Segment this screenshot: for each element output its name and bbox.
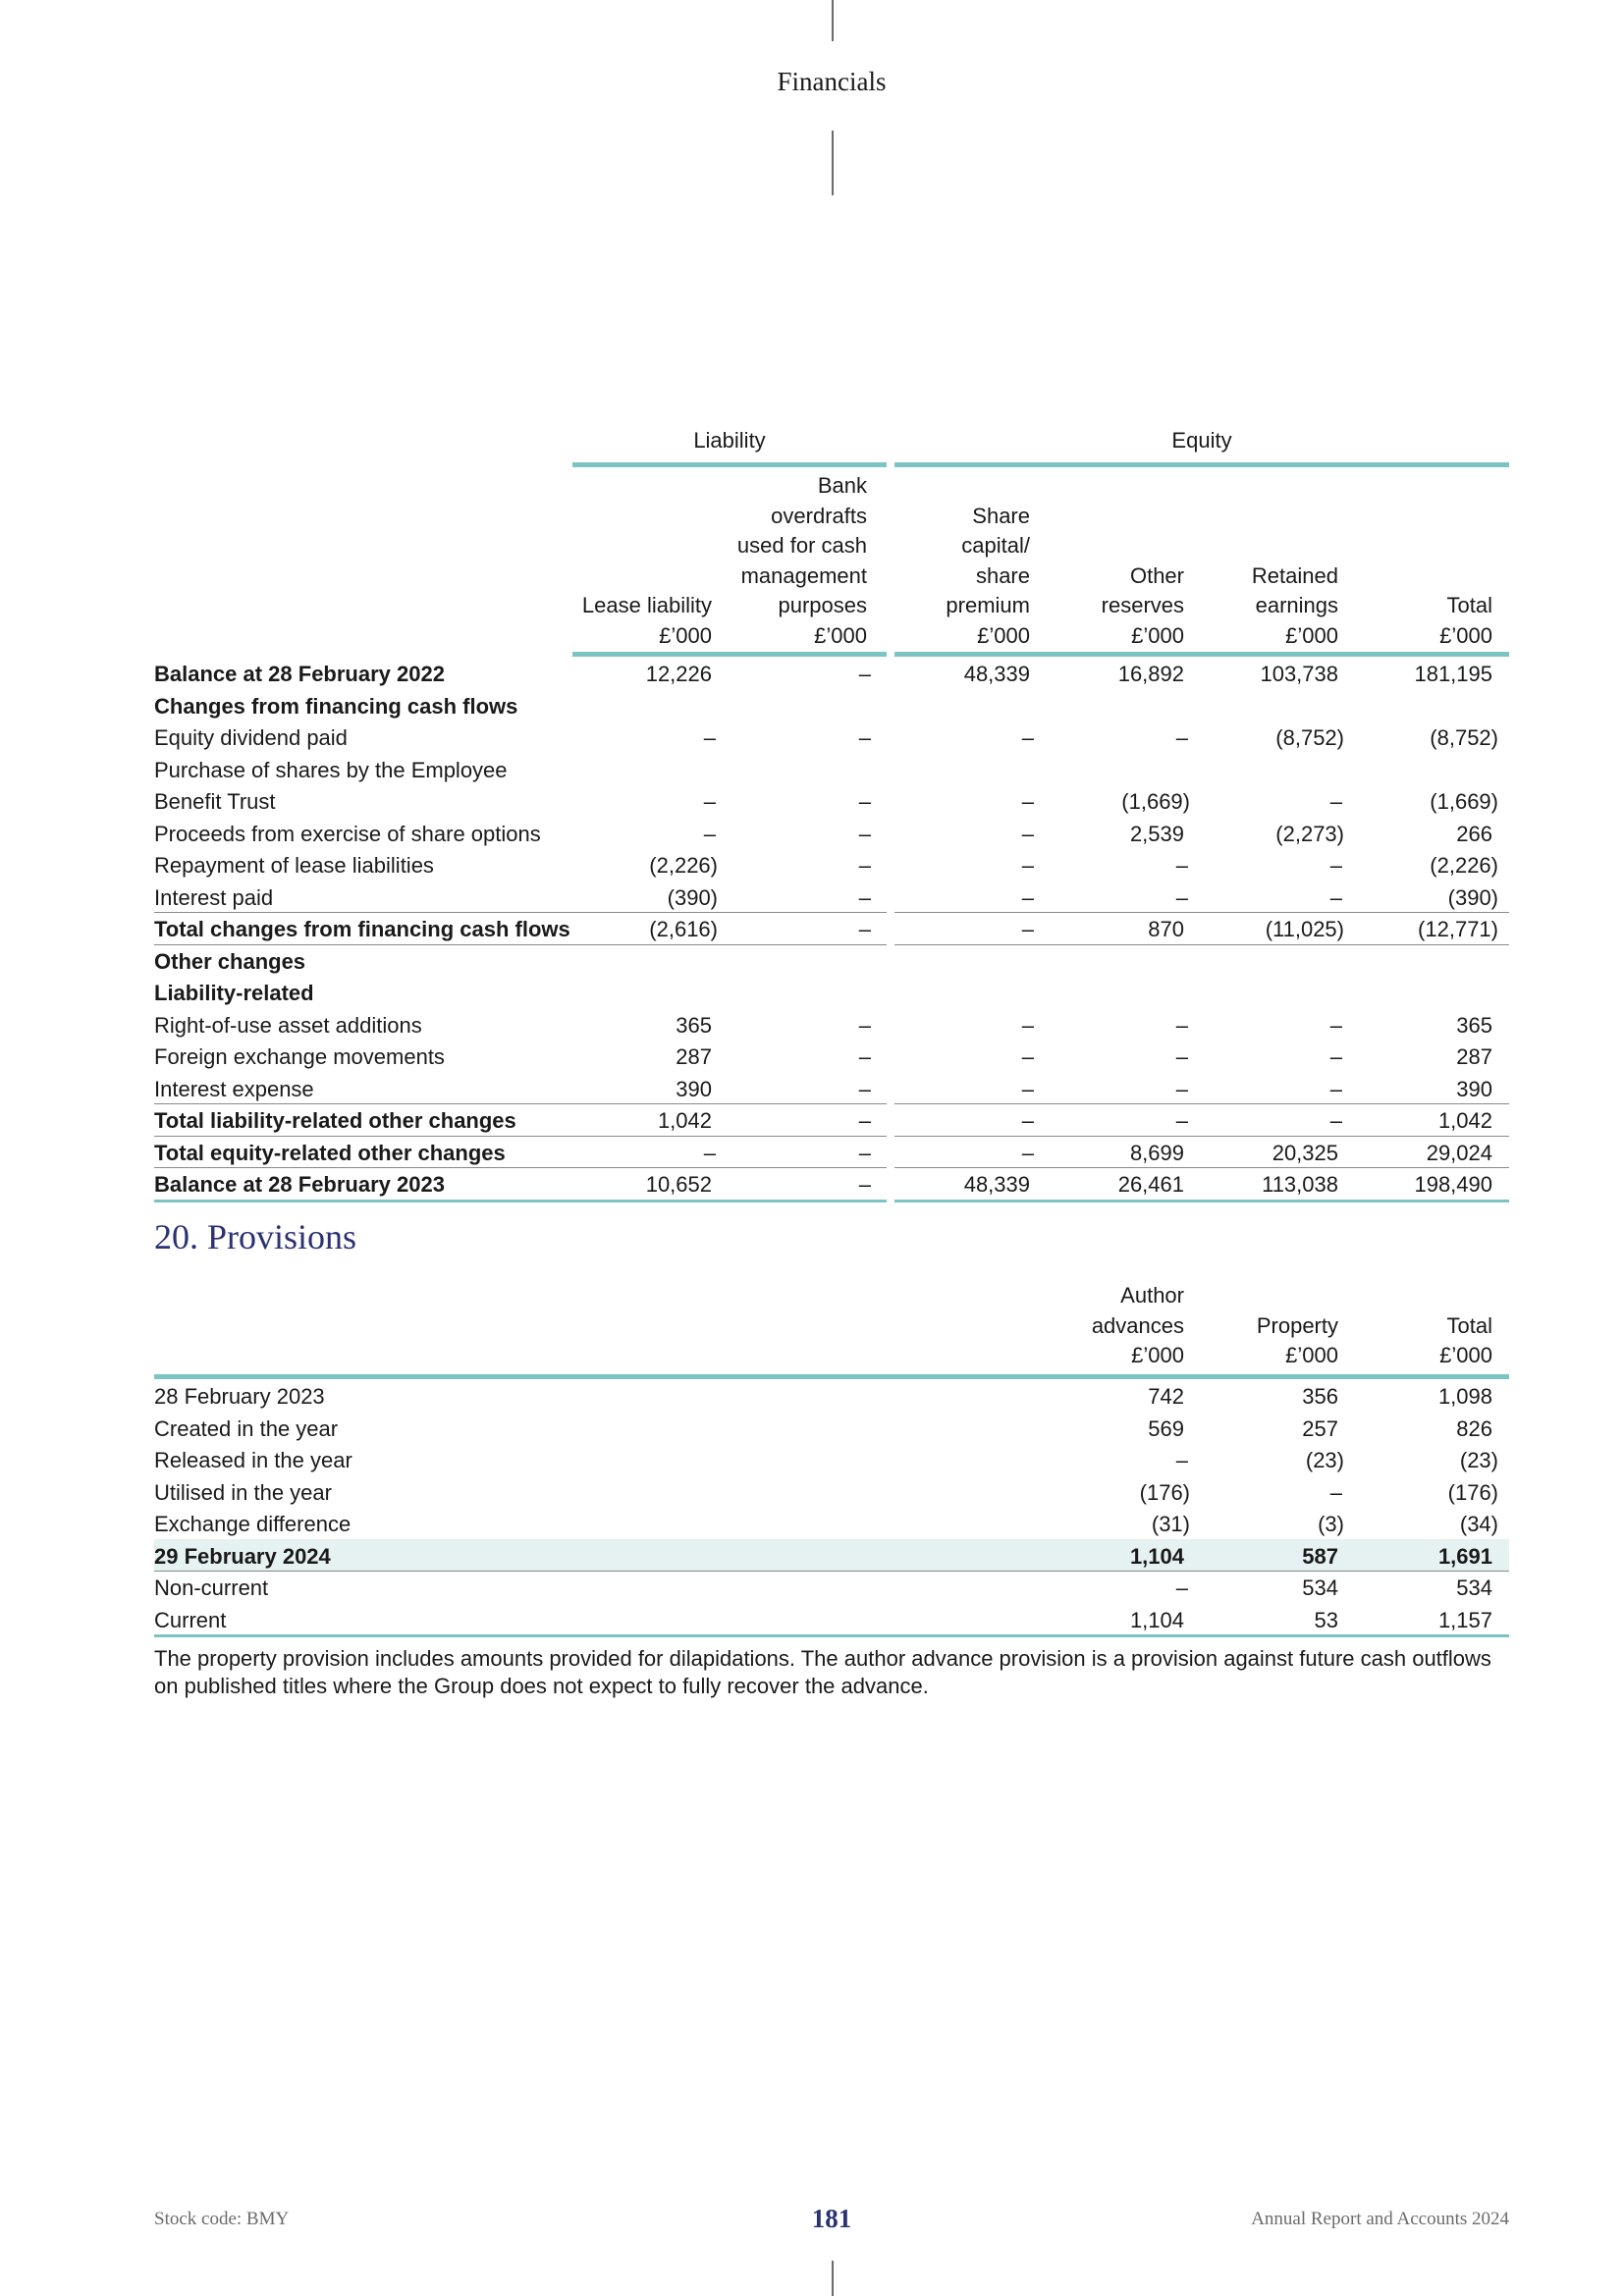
cell-value: – <box>1329 884 1342 910</box>
table-row <box>154 1040 1509 1072</box>
provisions-heading: 20. Provisions <box>154 1217 357 1256</box>
row-divider <box>154 1200 887 1202</box>
cell-value: – <box>1175 1448 1188 1472</box>
cell-value: (11,025) <box>1265 917 1344 941</box>
table-row <box>154 753 1509 785</box>
cell-value: – <box>1329 1108 1342 1133</box>
column-header: Lease liability £’000 <box>581 593 712 648</box>
cell-value: (176) <box>1447 1479 1498 1505</box>
cell-value: – <box>858 1172 871 1197</box>
cell-value: 390 <box>1456 1076 1492 1101</box>
column-header: Total £’000 <box>1439 593 1492 648</box>
cell-value: (23) <box>1305 1448 1344 1472</box>
cell-value: – <box>1175 1012 1188 1038</box>
cell-value: – <box>858 1140 871 1165</box>
cell-value: – <box>1329 789 1342 814</box>
cell-value: 10,652 <box>645 1172 712 1197</box>
cell-value: – <box>1175 1575 1188 1600</box>
cell-value: (34) <box>1459 1512 1498 1536</box>
cell-value: – <box>858 1044 871 1069</box>
cell-value: 8,699 <box>1129 1140 1184 1165</box>
cell-value: – <box>703 821 716 846</box>
table-row <box>154 1507 1509 1539</box>
cell-value: 29,024 <box>1426 1140 1492 1165</box>
row-label: Benefit Trust <box>154 789 276 814</box>
column-header: Retained earnings £’000 <box>1251 562 1338 648</box>
row-label: Released in the year <box>154 1448 352 1472</box>
cell-value: – <box>858 725 871 750</box>
table-row <box>154 1443 1509 1475</box>
table-row <box>154 1571 1509 1603</box>
cell-value: 1,104 <box>1129 1543 1184 1569</box>
cell-value: 12,226 <box>645 662 712 686</box>
table-row <box>154 1103 1509 1136</box>
column-header: Total £’000 <box>1439 1312 1492 1367</box>
cell-value: 287 <box>1456 1044 1492 1069</box>
table-body <box>154 1379 1509 1634</box>
footer-stock-code: Stock code: BMY <box>154 2209 290 2229</box>
table-row <box>154 1379 1509 1412</box>
cell-value: (1,669) <box>1430 789 1498 814</box>
cell-value: – <box>1329 853 1342 878</box>
cell-value: (176) <box>1139 1479 1190 1505</box>
cell-value: – <box>858 1108 871 1133</box>
cell-value: – <box>1021 1076 1034 1101</box>
row-label: Repayment of lease liabilities <box>154 853 434 878</box>
row-label: Right-of-use asset additions <box>154 1012 422 1038</box>
cell-value: 365 <box>1456 1012 1492 1038</box>
cell-value: – <box>1175 725 1188 750</box>
page-section-title: Financials <box>777 67 887 96</box>
row-label: Interest expense <box>154 1076 314 1101</box>
cell-value: – <box>1329 1012 1342 1038</box>
row-label: Equity dividend paid <box>154 725 348 750</box>
cell-value: – <box>1021 1044 1034 1069</box>
cell-value: 257 <box>1302 1415 1338 1441</box>
table-row <box>154 657 1509 689</box>
cell-value: – <box>858 821 871 846</box>
footer-page-number: 181 <box>811 2204 852 2233</box>
cell-value: – <box>703 789 716 814</box>
cell-value: – <box>858 1076 871 1101</box>
cell-value: 587 <box>1302 1543 1338 1569</box>
cell-value: 113,038 <box>1262 1172 1338 1197</box>
row-label: Interest paid <box>154 884 274 910</box>
row-label: Non-current <box>154 1575 269 1600</box>
cell-value: 826 <box>1456 1415 1492 1441</box>
cell-value: (1,669) <box>1121 789 1190 814</box>
table-row <box>154 784 1509 817</box>
cell-value: 181,195 <box>1414 662 1492 686</box>
cell-value: 534 <box>1302 1575 1338 1600</box>
column-header: Author advances £’000 <box>1091 1283 1184 1367</box>
cell-value: 48,339 <box>963 662 1030 686</box>
provisions-note: The property provision includes amounts provided for dilapidations. The author advance provision is a provision against future cash outflows on published titles where the Group does not expect to fully recover the advance. <box>154 1646 1491 1698</box>
table-row <box>154 1008 1509 1041</box>
cell-value: – <box>1021 1140 1034 1165</box>
cell-value: 1,104 <box>1129 1607 1184 1632</box>
row-label: Purchase of shares by the Employee <box>154 757 508 782</box>
cell-value: – <box>1175 1108 1188 1133</box>
row-label: Foreign exchange movements <box>154 1044 445 1069</box>
cell-value: 1,098 <box>1437 1384 1492 1409</box>
table-row <box>154 1072 1509 1104</box>
table-row <box>154 1167 1509 1200</box>
cell-value: 26,461 <box>1117 1172 1184 1197</box>
cell-value: (8,752) <box>1275 725 1344 750</box>
column-header: Share capital/ share premium £’000 <box>946 503 1030 648</box>
row-label: Created in the year <box>154 1415 339 1441</box>
cell-value: – <box>1175 853 1188 878</box>
cell-value: 569 <box>1148 1415 1184 1441</box>
cell-value: – <box>1329 1076 1342 1101</box>
cell-value: (2,616) <box>649 917 718 941</box>
cell-value: (2,273) <box>1275 821 1344 846</box>
row-label: Changes from financing cash flows <box>154 693 518 719</box>
row-divider <box>894 1200 1509 1202</box>
row-label: Exchange difference <box>154 1512 352 1536</box>
table-row <box>154 721 1509 753</box>
group-rule-liability <box>572 462 887 467</box>
row-label: Total equity-related other changes <box>154 1140 506 1165</box>
cell-value: (3) <box>1318 1512 1344 1536</box>
cell-value: – <box>858 853 871 878</box>
row-label: Total liability-related other changes <box>154 1108 516 1133</box>
header-divider-line <box>832 131 834 195</box>
cell-value: 870 <box>1148 917 1184 941</box>
cell-value: – <box>858 1012 871 1038</box>
cell-value: – <box>1021 725 1034 750</box>
table-row <box>154 976 1509 1008</box>
row-label: Current <box>154 1607 227 1632</box>
table-row <box>154 689 1509 721</box>
table-row-total <box>154 1539 1509 1572</box>
cell-value: – <box>1175 1076 1188 1101</box>
group-label-liability: Liability <box>693 428 766 453</box>
table-end-rule <box>154 1634 1509 1637</box>
cell-value: – <box>858 789 871 814</box>
cell-value: – <box>1021 853 1034 878</box>
cell-value: (390) <box>1447 884 1498 910</box>
cell-value: (390) <box>667 884 718 910</box>
column-header: Other reserves £’000 <box>1101 562 1184 648</box>
cell-value: (12,771) <box>1418 917 1498 941</box>
cell-value: – <box>1021 821 1034 846</box>
row-label: Total changes from financing cash flows <box>154 917 570 941</box>
cell-value: – <box>703 1140 716 1165</box>
cell-value: 1,042 <box>657 1108 712 1133</box>
cell-value: – <box>1175 1044 1188 1069</box>
cell-value: – <box>1329 1479 1342 1505</box>
cell-value: 16,892 <box>1117 662 1184 686</box>
cell-value: 356 <box>1302 1384 1338 1409</box>
table-row <box>154 817 1509 849</box>
cell-value: 534 <box>1456 1575 1492 1600</box>
table-row <box>154 1136 1509 1168</box>
table-row <box>154 848 1509 881</box>
row-label: Utilised in the year <box>154 1479 332 1505</box>
cell-value: (2,226) <box>649 853 718 878</box>
cell-value: 390 <box>676 1076 712 1101</box>
cell-value: 20,325 <box>1272 1140 1338 1165</box>
cell-value: (2,226) <box>1430 853 1498 878</box>
row-label: Liability-related <box>154 981 314 1005</box>
cell-value: (8,752) <box>1430 725 1498 750</box>
cell-value: – <box>703 725 716 750</box>
table-row <box>154 1475 1509 1508</box>
row-label: Proceeds from exercise of share options <box>154 821 541 846</box>
cell-value: 103,738 <box>1260 662 1338 686</box>
cell-value: 287 <box>676 1044 712 1069</box>
cell-value: – <box>1021 1108 1034 1133</box>
cell-value: 1,042 <box>1437 1108 1492 1133</box>
bottom-divider-line <box>832 2261 834 2296</box>
cell-value: – <box>1021 884 1034 910</box>
cell-value: 266 <box>1456 821 1492 846</box>
cell-value: (31) <box>1151 1512 1190 1536</box>
cell-value: – <box>1329 1044 1342 1069</box>
table-row <box>154 1603 1509 1635</box>
cell-value: 365 <box>676 1012 712 1038</box>
cell-value: – <box>858 662 871 686</box>
cell-value: – <box>858 917 871 941</box>
row-label: Balance at 28 February 2023 <box>154 1172 445 1197</box>
column-header: Bank overdrafts used for cash management purposes £’000 <box>736 473 867 648</box>
cell-value: 1,157 <box>1437 1607 1492 1632</box>
row-label: 28 February 2023 <box>154 1384 325 1409</box>
top-divider-line <box>832 0 834 41</box>
footer-report-title: Annual Report and Accounts 2024 <box>1251 2209 1509 2229</box>
cell-value: – <box>1021 1012 1034 1038</box>
table-body <box>154 657 1509 1200</box>
cell-value: 2,539 <box>1129 821 1184 846</box>
table-row <box>154 912 1509 944</box>
table-row <box>154 944 1509 977</box>
group-rule-equity <box>894 462 1509 467</box>
group-label-equity: Equity <box>1171 428 1232 453</box>
cell-value: – <box>858 884 871 910</box>
cell-value: – <box>1021 917 1034 941</box>
cell-value: 742 <box>1148 1384 1184 1409</box>
cell-value: 53 <box>1314 1607 1338 1632</box>
table-row <box>154 881 1509 913</box>
cell-value: 198,490 <box>1414 1172 1492 1197</box>
row-label: Balance at 28 February 2022 <box>154 662 445 686</box>
row-label: 29 February 2024 <box>154 1543 331 1569</box>
table-row <box>154 1412 1509 1444</box>
cell-value: 48,339 <box>963 1172 1030 1197</box>
cell-value: 1,691 <box>1437 1543 1492 1569</box>
cell-value: (23) <box>1459 1448 1498 1472</box>
cell-value: – <box>1021 789 1034 814</box>
row-label: Other changes <box>154 948 306 974</box>
column-header: Property £’000 <box>1256 1312 1338 1367</box>
cell-value: – <box>1175 884 1188 910</box>
